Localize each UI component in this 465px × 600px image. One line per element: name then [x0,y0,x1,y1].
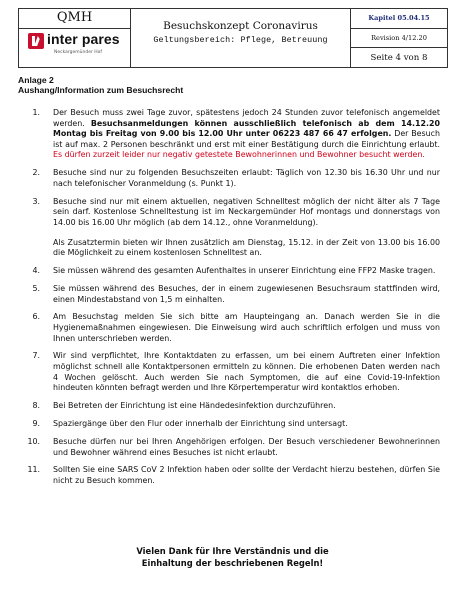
item-text: Der Besuch muss zwei Tage zuvor, spätestens jedoch 24 Stunden zuvor telefonisch angemeldet werden. [53,108,440,128]
anlage-label: Anlage 2 [18,75,54,85]
item-number: 8. [32,401,40,411]
item-text: Besuche dürfen nur bei Ihren Angehörigen erfolgen. Der Besuch verschiedener Bewohnerinnen und Bewohner während eines Besuches ist nicht erlaubt. [53,436,440,457]
item-bold-text: Besuchsanmeldungen können ausschließlich telefonisch ab dem 14.12.20 Montag bis Freitag von 9.00 bis 12.00 Uhr unter 06223 487 66 47 erfolgen. [53,118,440,139]
logo-subtitle: Neckargemünder Hof [54,50,103,55]
item-warning-text: Es dürfen zurzeit leider nur negativ getestete Bewohnerinnen und Bewohner besucht werden. [53,150,425,160]
item-number: 3. [32,196,40,206]
item-text: Spaziergänge über den Flur oder innerhalb der Einrichtung sind untersagt. [53,419,348,429]
item-number: 2. [32,168,40,178]
logo-text: inter pares [47,31,120,47]
rules-list [10,108,440,494]
list-item [10,168,440,189]
item-number: 1. [32,108,40,117]
section-heading [18,75,183,95]
item-text: Bei Betreten der Einrichtung ist eine Händedesinfektion durchzuführen. [53,401,336,411]
item-text: Der Besuch ist auf max. 2 Personen beschränkt und erst mit einer Bestätigung durch die Einrichtung erlaubt. [53,129,440,149]
item-number: 5. [32,283,40,293]
list-item [10,197,440,259]
list-item [10,266,440,277]
list-item [10,312,440,344]
item-text: Am Besuchstag melden Sie sich bitte am Haupteingang an. Danach werden Sie in die Hygienemaßnahmen eingewiesen. Die Einweisung wird auch schriftlich erfolgen und muss von Ihnen unterschrieben werden. [53,312,440,343]
item-number: 11. [27,465,40,475]
list-item [10,284,440,305]
list-item [10,437,440,458]
item-number: 6. [32,312,40,322]
document-title: Besuchskonzept Coronavirus [163,20,318,32]
item-number: 7. [32,351,40,361]
closing-line: Einhaltung der beschriebenen Regeln! [141,558,324,568]
item-text: Besuche sind nur mit einem aktuellen, negativen Schnelltest möglich der nicht älter als 7 Tage sein darf. Kostenlose Schnelltestung ist im Neckargemünder Hof montags und donnerstags von 14.00 bis 16.00 Uhr möglich (ab dem 14.12., ohne Voranmeldung). [53,196,440,227]
header-logo-cell [19,9,131,67]
item-text: Sollten Sie eine SARS CoV 2 Infektion haben oder sollte der Verdacht hierzu bestehen, dürfen Sie nicht zu Besuch kommen. [53,465,440,485]
header-title-cell [131,9,351,67]
divider [19,28,130,29]
item-number: 10. [27,436,40,446]
item-text: Besuche sind nur zu folgenden Besuchszeiten erlaubt: Täglich von 12.30 bis 16.30 Uhr und nur nach telefonischer Voranmeldung (s. Punkt 1). [53,168,440,188]
item-text: Wir sind verpflichtet, Ihre Kontaktdaten zu erfassen, um bei einem Auftreten einer Infektion möglichst schnell alle Kontaktpersonen ermitteln zu können. Die erhobenen Daten werden nach 4 Wochen gelöscht. Auch werden Sie nach Symptomen, die auf eine Covid-19-Infektion hindeuten könnten befragt werden und Ihre Körpertemperatur wird kontaktlos erhoben. [53,351,440,393]
revision-label: Revision 4/12.20 [351,29,447,49]
list-item [10,351,440,393]
list-item [10,108,440,161]
closing-message [0,545,465,569]
page-number: Seite 4 von 8 [370,52,428,63]
item-number: 4. [32,266,40,276]
list-item [10,465,440,486]
header-meta-cell [351,9,447,67]
item-extra-text: Als Zusatztermin bieten wir Ihnen zusätzlich am Dienstag, 15.12. in der Zeit von 13.00 bis 16.00 die Möglichkeit zu einem kostenlosen Schnelltest an. [53,237,440,258]
inter-pares-logo-icon [28,33,44,49]
item-number: 9. [32,419,40,429]
item-text: Sie müssen während des Besuches, der in einem zugewiesenen Besuchsraum stattfinden wird, einen Mindestabstand von 1,5 m einhalten. [53,283,440,304]
anlage-subtitle: Aushang/Information zum Besuchsrecht [18,85,184,96]
list-item [10,401,440,412]
kapitel-label: Kapitel 05.04.15 [351,9,447,29]
closing-line: Vielen Dank für Ihre Verständnis und die [136,546,329,556]
document-scope: Geltungsbereich: Pflege, Betreuung [153,35,328,45]
list-item [10,419,440,430]
document-header [18,8,448,68]
item-text: Sie müssen während des gesamten Aufenthaltes in unserer Einrichtung eine FFP2 Maske tragen. [53,266,436,276]
org-label: QMH [56,10,93,25]
